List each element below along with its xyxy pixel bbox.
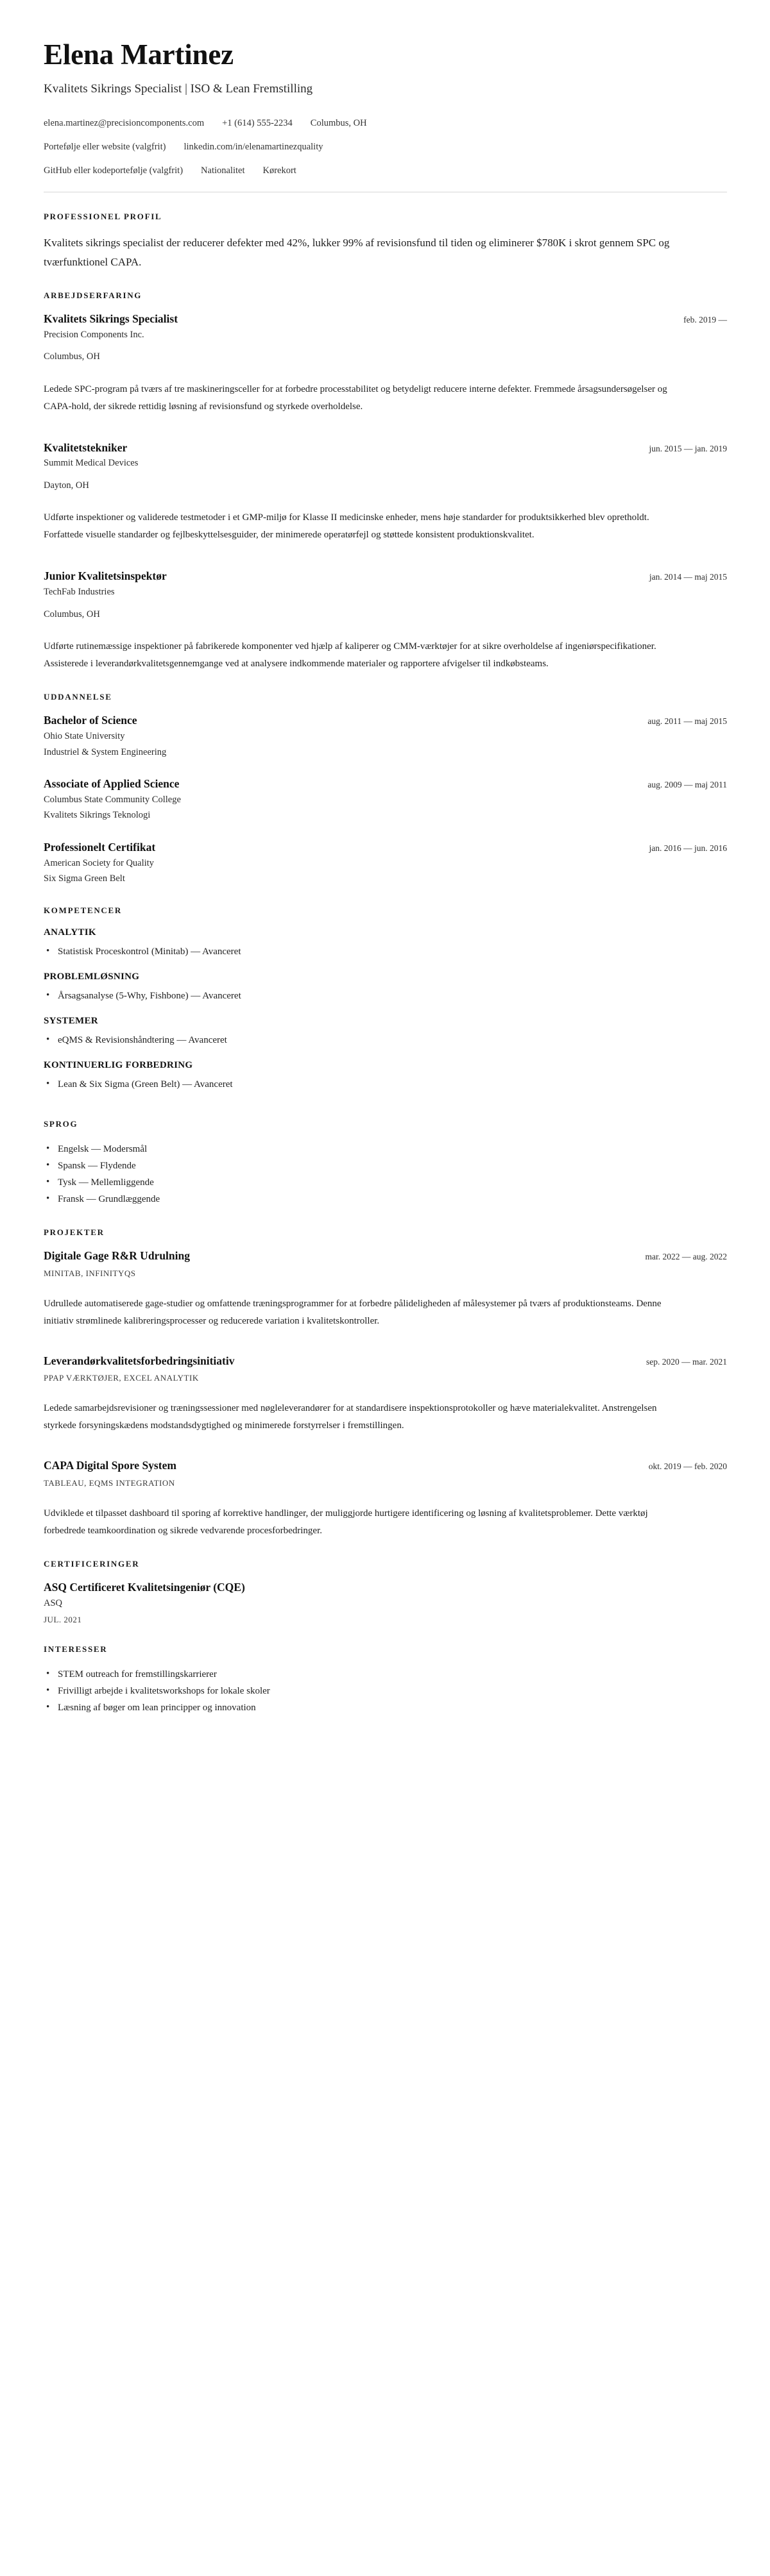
education-date: aug. 2009 — maj 2011	[647, 780, 727, 789]
experience-entry	[44, 312, 727, 416]
project-tech-stack: MINITAB, INFINITYQS	[44, 1268, 136, 1278]
contact-linkedin[interactable]: linkedin.com/in/elenamartinezquality	[184, 141, 323, 152]
skill-item: • Lean & Six Sigma (Green Belt) — Avanceret	[44, 1076, 727, 1093]
experience-date: jan. 2014 — maj 2015	[649, 572, 727, 582]
education-school: American Society for Quality	[44, 857, 154, 868]
education-field: Six Sigma Green Belt	[44, 873, 125, 884]
skill-group	[44, 1060, 727, 1093]
contact-driverslicense-placeholder[interactable]: Kørekort	[262, 165, 296, 176]
experience-role: Kvalitets Sikrings Specialist	[44, 312, 178, 325]
language-list	[44, 1141, 727, 1208]
section-education	[44, 692, 727, 886]
project-description: Ledede samarbejdsrevisioner og træningssessioner med nøgleleverandører for at standardisere inspektionsprotokoller og hæve materialekvalitet. Anstrengelsen styrkede forsyningskædens modstandsdygtighed og minimerede forstyrrelser i fremstillingen.	[44, 1403, 657, 1431]
language-item: • Fransk — Grundlæggende	[44, 1191, 727, 1208]
language-item: • Tysk — Mellemliggende	[44, 1174, 727, 1191]
project-description: Udviklede et tilpasset dashboard til sporing af korrektive handlinger, der muliggjorde hurtigere identificering og løsning af kvalitetsproblemer. Dette værktøj forbedrede teamkoordination og sikrede vedvarende procesforbedringer.	[44, 1508, 648, 1536]
education-field: Industriel & System Engineering	[44, 746, 167, 757]
section-title-languages: SPROG	[44, 1118, 78, 1129]
section-title-profile: PROFESSIONEL PROFIL	[44, 212, 162, 222]
contact-row-primary	[44, 117, 727, 131]
experience-location: Columbus, OH	[44, 609, 100, 619]
section-interests	[44, 1644, 727, 1717]
education-school: Ohio State University	[44, 731, 125, 742]
section-languages	[44, 1119, 727, 1208]
experience-location: Dayton, OH	[44, 480, 89, 491]
project-entry-header	[44, 1354, 727, 1368]
skill-list	[44, 1076, 727, 1093]
section-experience	[44, 290, 727, 673]
experience-company: Precision Components Inc.	[44, 329, 144, 340]
project-entry	[44, 1354, 727, 1435]
language-item: • Engelsk — Modersmål	[44, 1141, 727, 1158]
project-description: Udrullede automatiserede gage-studier og omfattende træningsprogrammer for at forbedre pålideligheden af målesystemer på tværs af produktionsteams. Denne initiativ strømlinede kalibreringsprocesser og reducerede variation i kvalitetskontroller.	[44, 1298, 662, 1326]
section-profile	[44, 212, 727, 271]
skill-category: KONTINUERLIG FORBEDRING	[44, 1060, 193, 1071]
section-title-certifications: CERTIFICERINGER	[44, 1559, 140, 1569]
education-field: Kvalitets Sikrings Teknologi	[44, 810, 151, 821]
experience-role: Kvalitetstekniker	[44, 441, 128, 454]
experience-company: TechFab Industries	[44, 587, 115, 598]
interest-item: • Læsning af bøger om lean principper og innovation	[44, 1699, 727, 1716]
contact-email[interactable]: elena.martinez@precisioncomponents.com	[44, 118, 205, 129]
interest-item: • Frivilligt arbejde i kvalitetsworkshops for lokale skoler	[44, 1683, 727, 1699]
experience-location: Columbus, OH	[44, 351, 100, 362]
contact-row-extra	[44, 164, 727, 178]
project-entry	[44, 1249, 727, 1330]
skill-list	[44, 1032, 727, 1048]
project-date: sep. 2020 — mar. 2021	[646, 1356, 727, 1367]
education-school: Columbus State Community College	[44, 794, 181, 805]
experience-date: feb. 2019 —	[683, 314, 727, 324]
project-date: mar. 2022 — aug. 2022	[645, 1251, 727, 1261]
certification-issuer: ASQ	[44, 1598, 63, 1609]
contact-row-web	[44, 140, 727, 155]
section-title-experience: ARBEJDSERFARING	[44, 290, 142, 300]
skill-item: • eQMS & Revisionshåndtering — Avanceret	[44, 1032, 727, 1048]
education-degree: Professionelt Certifikat	[44, 840, 156, 854]
experience-entry-header	[44, 312, 727, 326]
certification-entry	[44, 1581, 727, 1624]
skill-category: ANALYTIK	[44, 927, 96, 938]
interest-list	[44, 1666, 727, 1717]
skill-item: • Årsagsanalyse (5-Why, Fishbone) — Avanceret	[44, 988, 727, 1004]
contact-location: Columbus, OH	[310, 118, 367, 129]
section-skills	[44, 905, 727, 1093]
section-title-projects: PROJEKTER	[44, 1227, 105, 1237]
project-name: Leverandørkvalitetsforbedringsinitiativ	[44, 1354, 235, 1367]
language-item: • Spansk — Flydende	[44, 1158, 727, 1174]
skill-category: SYSTEMER	[44, 1016, 98, 1027]
experience-description: Ledede SPC-program på tværs af tre maskineringsceller for at forbedre processtabilitet og betydeligt reducere interne defekter. Fremmede årsagsundersøgelser og CAPA-hold, der sikrede rettidig løsning af revisionsfund og styrkede overholdelse.	[44, 383, 667, 412]
experience-description: Udførte rutinemæssige inspektioner på fabrikerede komponenter ved hjælp af kaliperer og CMM-værktøjer for at sikre overholdelse af ingeniørspecifikationer. Assisterede i leverandørkvalitetsgennemgange ved at analysere indkommende materialer og rapportere afvigelser til indkøbsteams.	[44, 641, 656, 669]
section-title-education: UDDANNELSE	[44, 692, 112, 702]
education-date: aug. 2011 — maj 2015	[647, 716, 727, 727]
profile-summary: Kvalitets sikrings specialist der reducerer defekter med 42%, lukker 99% af revisionsfund til tiden og eliminerer $780K i skrot gennem SPC og tværfunktionel CAPA.	[44, 237, 670, 268]
experience-entry-header	[44, 569, 727, 584]
education-entry-header	[44, 714, 727, 728]
contact-github-placeholder[interactable]: GitHub eller kodeportefølje (valgfrit)	[44, 165, 184, 176]
skill-group	[44, 927, 727, 960]
experience-entry	[44, 441, 727, 544]
project-entry-header	[44, 1249, 727, 1263]
skill-list	[44, 943, 727, 960]
education-entry-header	[44, 841, 727, 855]
certification-name: ASQ Certificeret Kvalitetsingeniør (CQE)	[44, 1581, 245, 1594]
experience-entry-header	[44, 441, 727, 455]
skill-group	[44, 972, 727, 1004]
section-projects	[44, 1227, 727, 1540]
skill-list	[44, 988, 727, 1004]
project-entry	[44, 1459, 727, 1540]
education-degree: Associate of Applied Science	[44, 777, 180, 790]
section-certifications	[44, 1559, 727, 1624]
project-date: okt. 2019 — feb. 2020	[648, 1461, 727, 1472]
candidate-headline: Kvalitets Sikrings Specialist | ISO & Lean Fremstilling	[44, 82, 313, 96]
experience-date: jun. 2015 — jan. 2019	[649, 443, 727, 453]
education-entry	[44, 714, 727, 759]
education-entry-header	[44, 777, 727, 791]
experience-company: Summit Medical Devices	[44, 458, 139, 469]
project-tech-stack: PPAP VÆRKTØJER, EXCEL ANALYTIK	[44, 1373, 199, 1383]
experience-entry	[44, 569, 727, 673]
project-name: Digitale Gage R&R Udrulning	[44, 1249, 190, 1262]
education-degree: Bachelor of Science	[44, 714, 137, 727]
interest-item: • STEM outreach for fremstillingskarrierer	[44, 1666, 727, 1683]
skill-category: PROBLEMLØSNING	[44, 971, 140, 982]
education-date: jan. 2016 — jun. 2016	[649, 843, 727, 853]
candidate-name: Elena Martinez	[44, 38, 234, 71]
project-tech-stack: TABLEAU, EQMS INTEGRATION	[44, 1478, 175, 1488]
experience-description: Udførte inspektioner og validerede testmetoder i et GMP-miljø for Klasse II medicinske enheder, mens høje standarder for produktsikkerhed blev opretholdt. Forfattede visuelle standarder og fejlbeskyttelsesguider, der minimerede operatørfejl og støttede konsistent produktionskvalitet.	[44, 512, 649, 541]
section-title-skills: KOMPETENCER	[44, 905, 122, 915]
experience-role: Junior Kvalitetsinspektør	[44, 569, 167, 583]
contact-nationality-placeholder[interactable]: Nationalitet	[201, 165, 245, 176]
resume-header	[44, 38, 727, 192]
skill-item: • Statistisk Proceskontrol (Minitab) — Avanceret	[44, 943, 727, 960]
skill-group	[44, 1016, 727, 1048]
contact-phone[interactable]: +1 (614) 555-2234	[222, 118, 293, 129]
section-title-interests: INTERESSER	[44, 1644, 108, 1654]
project-name: CAPA Digital Spore System	[44, 1459, 176, 1472]
certification-date: JUL. 2021	[44, 1614, 82, 1624]
project-entry-header	[44, 1459, 727, 1473]
contact-portfolio-placeholder[interactable]: Portefølje eller website (valgfrit)	[44, 141, 166, 152]
education-entry	[44, 841, 727, 886]
education-entry	[44, 777, 727, 823]
